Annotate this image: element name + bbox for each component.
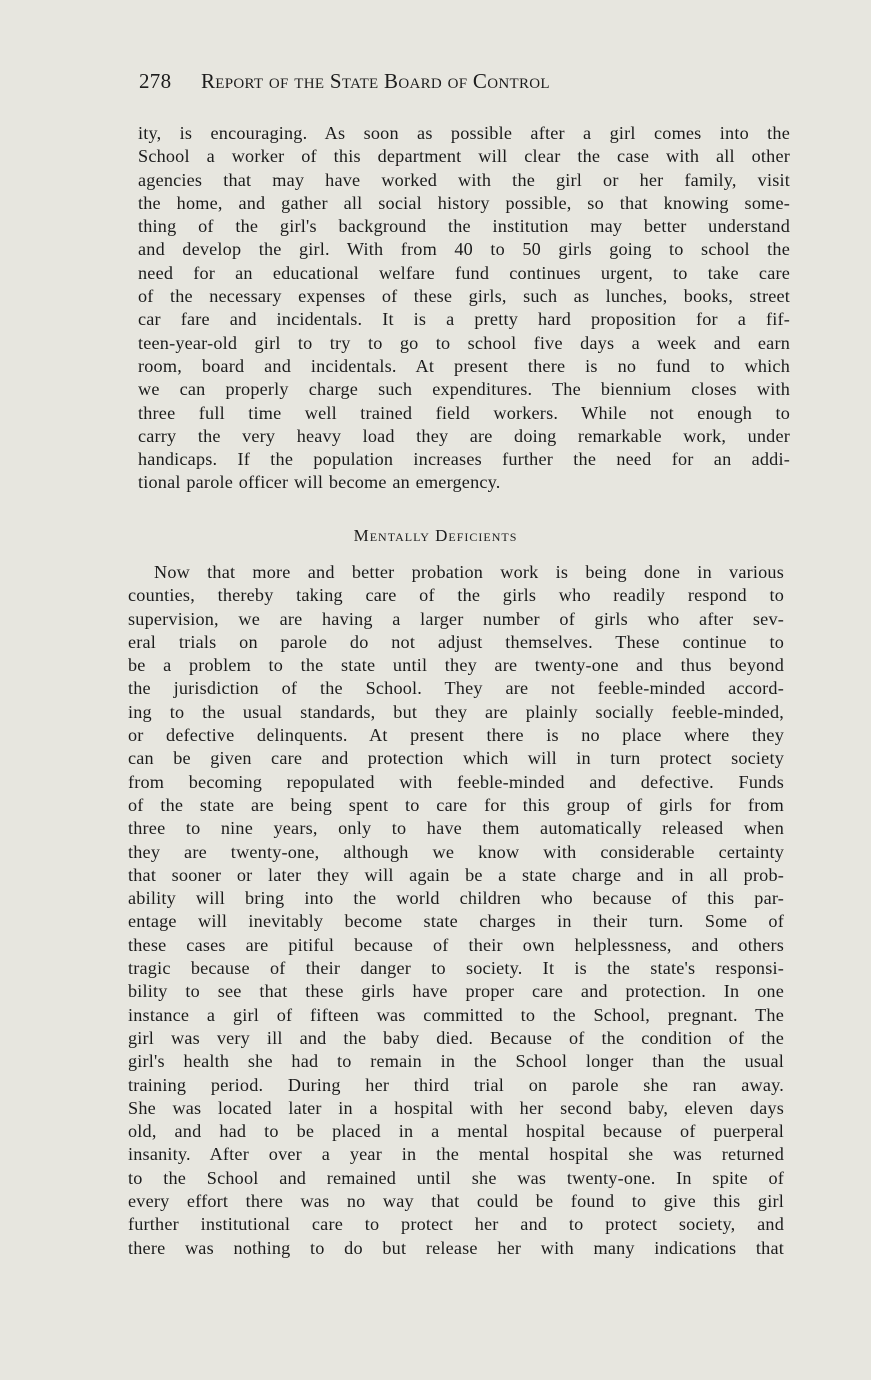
text-line: be a problem to the state until they are twenty-one and thus beyond — [128, 655, 784, 676]
text-line: three full time well trained field workers. While not enough to — [138, 402, 790, 423]
text-line: the jurisdiction of the School. They are not feeble-minded accord- — [128, 678, 784, 699]
text-line: handicaps. If the population increases further the need for an addi- — [138, 449, 790, 470]
text-line: ability will bring into the world children who because of this par- — [128, 888, 784, 909]
text-line: She was located later in a hospital with her second baby, eleven days — [128, 1097, 784, 1118]
text-line: School a worker of this department will clear the case with all other — [138, 146, 790, 167]
text-line: the home, and gather all social history possible, so that knowing some- — [138, 192, 790, 213]
text-line: there was nothing to do but release her with many indications that — [128, 1237, 784, 1258]
text-line: can be given care and protection which will in turn protect society — [128, 748, 784, 769]
text-line: that sooner or later they will again be a state charge and in all prob- — [128, 864, 784, 885]
text-line: further institutional care to protect her and to protect society, and — [128, 1214, 784, 1235]
text-line: to the School and remained until she was twenty-one. In spite of — [128, 1167, 784, 1188]
text-line: or defective delinquents. At present there is no place where they — [128, 725, 784, 746]
running-head: Report of the State Board of Control — [200, 69, 550, 93]
text-line: counties, thereby taking care of the girls who readily respond to — [128, 585, 784, 606]
text-line: of the necessary expenses of these girls, such as lunches, books, street — [138, 286, 790, 307]
page-header — [139, 66, 739, 96]
text-line: teen-year-old girl to try to go to school five days a week and earn — [138, 332, 790, 353]
text-line: insanity. After over a year in the mental hospital she was returned — [128, 1144, 784, 1165]
text-line: girl was very ill and the baby died. Because of the condition of the — [128, 1027, 784, 1048]
text-line: room, board and incidentals. At present there is no fund to which — [138, 355, 790, 376]
text-line: tional parole officer will become an emergency. — [138, 472, 501, 493]
text-line: need for an educational welfare fund continues urgent, to take care — [138, 262, 790, 283]
text-line: supervision, we are having a larger number of girls who after sev- — [128, 608, 784, 629]
text-line: Now that more and better probation work is being done in various — [154, 562, 784, 582]
text-line: entage will inevitably become state charges in their turn. Some of — [128, 911, 784, 932]
text-line: agencies that may have worked with the girl or her family, visit — [138, 169, 790, 190]
text-line: ing to the usual standards, but they are plainly socially feeble-minded, — [128, 701, 784, 722]
text-line: thing of the girl's background the institution may better understand — [138, 216, 790, 237]
text-line: of the state are being spent to care for this group of girls for from — [128, 794, 784, 815]
text-line: we can properly charge such expenditures. The biennium closes with — [138, 379, 790, 400]
text-line: carry the very heavy load they are doing remarkable work, under — [138, 425, 790, 446]
text-line: ity, is encouraging. As soon as possible after a girl comes into the — [138, 123, 790, 143]
text-line: eral trials on parole do not adjust themselves. These continue to — [128, 631, 784, 652]
text-line: training period. During her third trial on parole she ran away. — [128, 1074, 784, 1095]
text-line: three to nine years, only to have them automatically released when — [128, 818, 784, 839]
text-line: from becoming repopulated with feeble-minded and defective. Funds — [128, 771, 784, 792]
text-line: girl's health she had to remain in the School longer than the usual — [128, 1051, 784, 1072]
text-line: they are twenty-one, although we know with considerable certainty — [128, 841, 784, 862]
text-line: tragic because of their danger to society. It is the state's responsi- — [128, 958, 784, 979]
page-number: 278 — [139, 69, 172, 93]
text-line: instance a girl of fifteen was committed to the School, pregnant. The — [128, 1004, 784, 1025]
text-line: car fare and incidentals. It is a pretty hard proposition for a fif- — [138, 309, 790, 330]
text-line: bility to see that these girls have proper care and protection. In one — [128, 981, 784, 1002]
text-line: these cases are pitiful because of their own helplessness, and others — [128, 934, 784, 955]
paragraph-welfare-fund — [138, 122, 790, 495]
section-heading: Mentally Deficients — [353, 526, 518, 545]
text-line: old, and had to be placed in a mental hospital because of puerperal — [128, 1121, 784, 1142]
text-line: every effort there was no way that could be found to give this girl — [128, 1191, 784, 1212]
text-line: and develop the girl. With from 40 to 50 girls going to school the — [138, 239, 790, 260]
paragraph-mentally-deficients — [128, 561, 784, 1260]
